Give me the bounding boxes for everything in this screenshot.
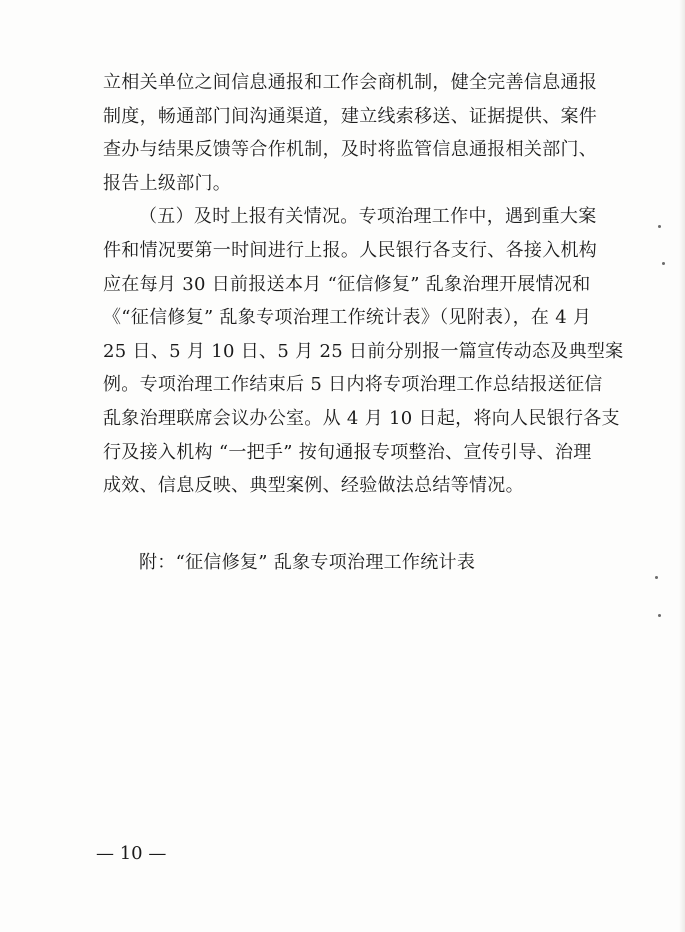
text-line: 查办与结果反馈等合作机制，及时将监管信息通报相关部门、 [103,139,598,161]
scan-speck [655,576,658,579]
text-line: 行及接入机构 “一把手” 按旬通报专项整治、宣传引导、治理 [103,441,592,463]
text-line: 25 日、5 月 10 日、5 月 25 日前分别报一篇宣传动态及典型案 [103,340,624,362]
scan-speck [658,614,661,617]
text-line: 制度，畅通部门间沟通渠道，建立线索移送、证据提供、案件 [103,105,598,127]
page-edge-shadow [679,0,685,932]
body-text [103,66,624,503]
text-line: 立相关单位之间信息通报和工作会商机制，健全完善信息通报 [103,72,598,93]
text-line: 应在每月 30 日前报送本月 “征信修复” 乱象治理开展情况和 [103,273,591,295]
attachment-note: 附：“征信修复” 乱象专项治理工作统计表 [139,552,476,573]
text-line: 件和情况要第一时间进行上报。人民银行各支行、各接入机构 [103,239,598,261]
text-line: 乱象治理联席会议办公室。从 4 月 10 日起，将向人民银行各支 [103,407,620,429]
scan-speck [658,225,661,228]
page-number: — 10 — [96,843,167,864]
section-heading-line: （五）及时上报有关情况。专项治理工作中，遇到重大案 [139,206,597,228]
text-line: 报告上级部门。 [103,172,232,194]
scan-speck [662,262,665,265]
text-line: 《“征信修复” 乱象专项治理工作统计表》（见附表），在 4 月 [103,307,592,329]
text-line: 例。专项治理工作结束后 5 日内将专项治理工作总结报送征信 [103,374,603,396]
text-line: 成效、信息反映、典型案例、经验做法总结等情况。 [103,475,524,497]
